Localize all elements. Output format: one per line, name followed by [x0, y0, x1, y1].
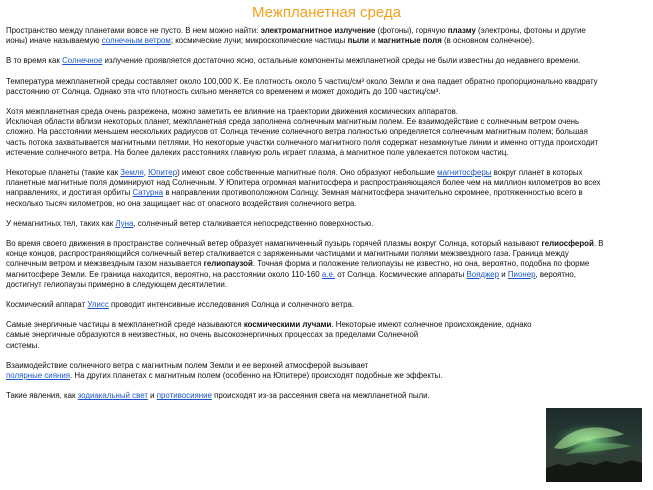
term-cosmic-rays: космическими лучами	[243, 320, 332, 330]
link-solar-wind[interactable]: солнечным ветром	[101, 36, 171, 46]
link-saturn[interactable]: Сатурна	[132, 188, 164, 198]
paragraph-10: Взаимодействие солнечного ветра с магнитным полем Земли и ее верхней атмосферой вызывает полярные сияния. На других планетах с магнитным полем (особенно на Юпитере) происходят подобные же эффекты.	[6, 360, 443, 381]
link-magnetospheres[interactable]: магнитосферы	[437, 168, 492, 178]
paragraph-11: Такие явления, как зодиакальный свет и противосияние происходят из-за рассеяния света на межпланетной пыли.	[6, 391, 430, 401]
paragraph-7: Во время своего движения в пространстве солнечный ветер образует намагниченный пузырь горячей плазмы вокруг Солнца, который называют гелиосферой. В конце концов, распространяющийся солнечный ветер сталкивается с заряженными частицами и магнитными полями межзвездного газа. Граница между солнечным ветром и межзвездным газом называется гелиопаузой. Точная форма и положение гелиопаузы не известно, но она, вероятно, подобна по форме магнитосфере Земли. Ее граница находится, вероятно, на расстоянии около 110-160 а.е. от Солнца. Космические аппараты Вояджер и Пионер, вероятно, достигнут гелиопаузы примерно в следующем десятилетии.	[6, 239, 604, 289]
paragraph-6: У немагнитных тел, таких как Луна, солнечный ветер сталкивается непосредственно поверхностью.	[6, 218, 374, 228]
term-plasma: плазму	[447, 26, 476, 35]
term-electromagnetic-radiation: электромагнитное излучение	[260, 26, 376, 35]
link-ulysses[interactable]: Улисс	[87, 300, 109, 310]
link-pioneer[interactable]: Пионер	[507, 269, 536, 279]
link-moon[interactable]: Луна	[115, 218, 134, 228]
link-jupiter[interactable]: Юпитер	[148, 168, 178, 178]
link-gegenschein[interactable]: противосияние	[156, 391, 212, 401]
paragraph-1: Пространство между планетами вовсе не пусто. В нем можно найти: электромагнитное излучение (фотоны), горячую плазму (электроны, фотоны и другие ионы) иначе называемую солнечным ветром; космические лучи; микроскопические частицы пыли и магнитные поля (в основном солнечное).	[6, 26, 586, 46]
term-heliopause: гелиопаузой	[203, 259, 253, 269]
term-heliosphere: гелиосферой	[541, 239, 594, 249]
paragraph-4: Хотя межпланетная среда очень разрежена, можно заметить ее влияние на траектории движения космических аппаратов. Исключая области вблизи некоторых планет, межпланетная среда заполнена солнечным магнитным полем. Ее взаимодействие с солнечным ветром очень сложно. На расстоянии меньшем нескольких радиусов от Солнца течение солнечного ветра полностью определяется солнечным магнитным полем; большая часть потока захватывается магнитными петлями. Но некоторые участки солнечного магнитного поля содержат незамкнутые линии и именно оттуда происходит истечение солнечного ветра. На более далеких расстояниях главную роль играет плазма, а магнитное поле увлекается потоком частиц.	[6, 107, 599, 157]
page-title: Межпланетная среда	[252, 4, 401, 21]
link-earth[interactable]: Земля	[120, 168, 144, 178]
term-magnetic-fields: магнитные поля	[377, 36, 442, 46]
term-dust: пыли	[347, 36, 370, 46]
link-zodiacal-light[interactable]: зодиакальный свет	[77, 391, 148, 401]
paragraph-3: Температура межпланетной среды составляет около 100,000 K. Ее плотность около 5 частиц/см³ около Земли и она падает обратно пропорционально квадрату расстоянию от Солнца. Однако эта что плотность сильно меняется со временем и может доходить до 100 частиц/см³.	[6, 76, 598, 96]
paragraph-2: В то время как Солнечное излучение проявляется достаточно ясно, остальные компоненты межпланетной среды не были известны до недавнего времени.	[6, 56, 581, 66]
paragraph-8: Космический аппарат Улисс проводит интенсивные исследования Солнца и солнечного ветра.	[6, 300, 355, 310]
paragraph-5: Некоторые планеты (такие как Земля, Юпитер) имеют свое собственные магнитные поля. Оно образуют небольшие магнитосферы вокруг планет в которых планетные магнитные поля доминируют над Солнечным. У Юпитера огромная магнитосфера и распространяющаяся более чем на миллион километров во всех направлениях, и достигая орбиты Сатурна в направлении противоположном Солнцу. Земная магнитосфера значительно скромнее, протяженностью всего в несколько тысяч километров, но она защищает нас от опасного воздействия солнечного ветра.	[6, 168, 601, 208]
link-voyager[interactable]: Вояджер	[466, 269, 500, 279]
article-body	[6, 26, 604, 401]
aurora-photo	[546, 408, 642, 482]
paragraph-9: Самые энергичные частицы в межпланетной среде называются космическими лучами. Некоторые имеют солнечное происхождение, однако самые энергичные образуются в неизвестных, но очень высокоэнергичных процессах за пределами Солнечной системы.	[6, 320, 532, 350]
link-auroras[interactable]: полярные сияния	[6, 371, 71, 381]
link-sun[interactable]: Солнечное	[62, 56, 103, 66]
link-au[interactable]: а.е.	[321, 269, 336, 279]
aurora-image-icon	[546, 408, 642, 482]
